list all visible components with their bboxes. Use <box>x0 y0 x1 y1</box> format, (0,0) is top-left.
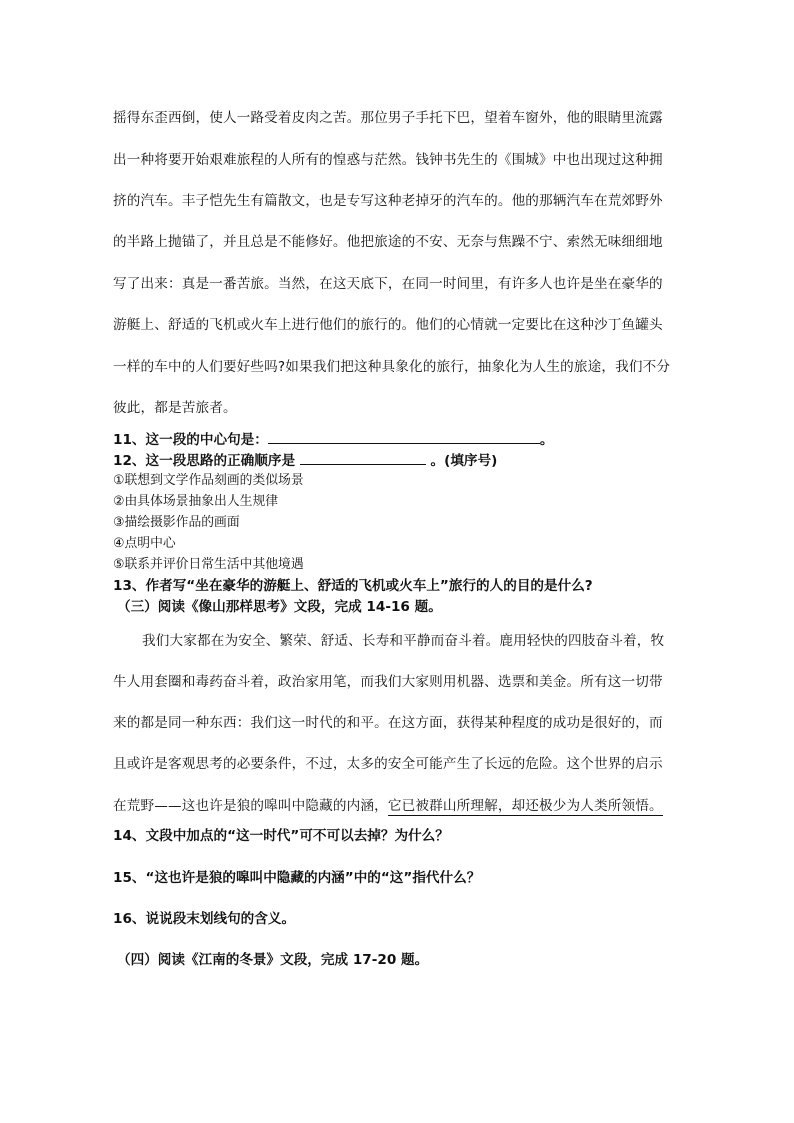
answer-blank-12[interactable] <box>300 451 426 465</box>
passage2-underlined-sentence: 它已被群山所理解，却还极少为人类所领悟。 <box>387 798 663 814</box>
question-12-end: 。(填序号) <box>430 453 498 469</box>
question-11-text: 11、这一段的中心句是： <box>113 432 268 448</box>
passage1-line-3: 挤的汽车。丰子恺先生有篇散文，也是专写这种老掉牙的汽车的。他的那辆汽车在荒郊野外 <box>113 193 663 209</box>
question-13: 13、作者写“坐在豪华的游艇上、舒适的飞机或火车上”旅行的人的目的是什么? <box>113 578 593 594</box>
option-4: ④点明中心 <box>113 536 176 551</box>
option-2: ②由具体场景抽象出人生规律 <box>113 494 279 509</box>
passage1-line-6: 游艇上、舒适的飞机或火车上进行他们的旅行的。他们的心情就一定要比在这种沙丁鱼罐头 <box>113 317 663 333</box>
question-11-end: 。 <box>539 432 554 448</box>
passage1-line-1: 摇得东歪西倒，使人一路受着皮肉之苦。那位男子手托下巴，望着车窗外，他的眼睛里流露 <box>113 110 663 126</box>
question-11 <box>113 430 553 449</box>
passage2-line-2: 牛人用套圈和毒药奋斗着，政治家用笔，而我们大家则用机器、选票和美金。所有这一切带 <box>113 674 663 690</box>
passage1-line-4: 的半路上抛锚了，并且总是不能修好。他把旅途的不安、无奈与焦躁不宁、索然无味细细地 <box>113 234 663 250</box>
question-12-text: 12、这一段思路的正确顺序是 <box>113 453 296 469</box>
section-4-heading: （四）阅读《江南的冬景》文段，完成 17-20 题。 <box>117 952 429 968</box>
option-5: ⑤联系并评价日常生活中其他境遇 <box>113 557 304 572</box>
answer-blank-11[interactable] <box>268 430 540 444</box>
passage2-line-5 <box>113 797 663 815</box>
passage1-line-5: 写了出来：真是一番苦旅。当然，在这天底下，在同一时间里，有许多人也许是坐在豪华的 <box>113 276 663 292</box>
passage1-line-2: 出一种将要开始艰难旅程的人所有的惶惑与茫然。钱钟书先生的《围城》中也出现过这种拥 <box>113 152 663 168</box>
question-12 <box>113 451 497 470</box>
question-15: 15、“这也许是狼的嗥叫中隐藏的内涵”中的“这”指代什么？ <box>113 870 481 886</box>
passage2-last-plain: 在荒野——这也许是狼的嗥叫中隐藏的内涵， <box>113 798 388 814</box>
section-3-heading: （三）阅读《像山那样思考》文段，完成 14-16 题。 <box>117 599 442 615</box>
passage2-line-4: 且或许是客观思考的必要条件，不过，太多的安全可能产生了长远的危险。这个世界的启示 <box>113 756 663 772</box>
passage2-line-1: 我们大家都在为安全、繁荣、舒适、长寿和平静而奋斗着。鹿用轻快的四肢奋斗着，牧 <box>142 633 665 649</box>
passage2-line-3: 来的都是同一种东西：我们这一时代的和平。在这方面，获得某种程度的成功是很好的，而 <box>113 715 663 731</box>
question-16: 16、说说段末划线句的含义。 <box>113 911 296 927</box>
passage1-line-7: 一样的车中的人们要好些吗?如果我们把这种具象化的旅行，抽象化为人生的旅途，我们不分 <box>113 359 671 375</box>
option-3: ③描绘摄影作品的画面 <box>113 515 240 530</box>
question-14: 14、文段中加点的“这一时代”可不可以去掉？为什么？ <box>113 828 449 844</box>
option-1: ①联想到文学作品刻画的类似场景 <box>113 473 304 488</box>
passage1-line-8: 彼此，都是苦旅者。 <box>113 400 237 416</box>
